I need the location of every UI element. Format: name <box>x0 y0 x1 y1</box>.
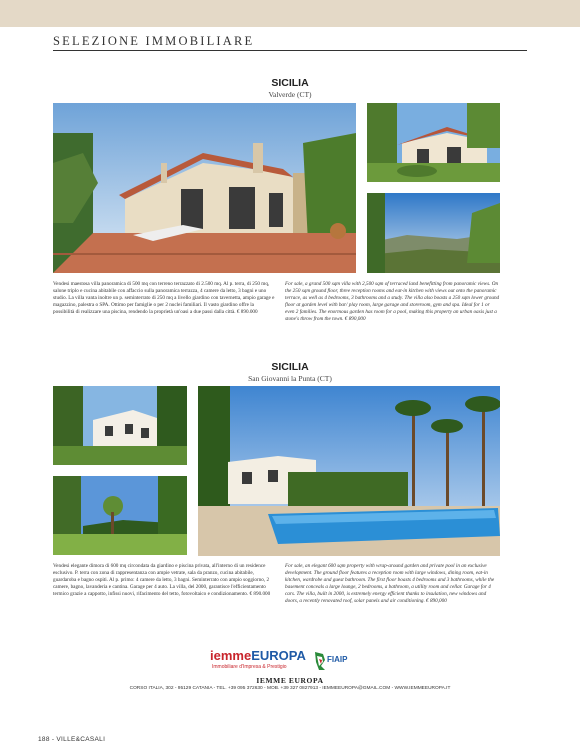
listing1-main-photo <box>53 103 356 273</box>
section-title: SELEZIONE IMMOBILIARE <box>53 34 255 48</box>
listing2-town: San Giovanni la Punta (CT) <box>248 374 332 383</box>
page-footer: 188 - VILLE&CASALI <box>38 736 106 743</box>
listing1-description-en: For sale, a grand 500 sqm villa with 2,500 sqm of terraced land benefitting from panoramic views. On the 250 sqm ground floor, three reception rooms and eat-in kitchen with views out onto the panoramic terrace, as well as 4 bedrooms, 3 bathrooms and a study. The villa also boasts a 250 sqm lower ground floor at garden level with bar/ play room, large garage and storeroom, gym and spa. Ideal for 1 or even 2 families. The enormous garden has room for a pool, making this property an urban oasis just a stone's throw from the town. € 890,000 <box>285 281 500 323</box>
listing2-description-it: Vendesi elegante dimora di 600 mq circondata da giardino e piscina privata, all'interno di un residence esclusivo. P. terra con zona di rappresentanza con ampie vetrate, sala da pranzo, cucina abitabile, guardaroba e bagno ospiti. Al p. primo: 4 camere da letto, 3 bagni. Seminterrato con ampio soggiorno, 2 camere, bagno, lavanderia e cantina. Garage per 4 auto. La villa, del 2000, garantisce l'efficientamento termico grazie a cappotto, infissi nuovi, rifacimento del tetto, fotovoltaico e condizionamento. € 890.000 <box>53 563 271 598</box>
logo-word-iemme: iemme <box>210 648 252 663</box>
fiaip-logo <box>313 650 353 672</box>
listing1-town: Valverde (CT) <box>268 90 312 99</box>
listing2-photo-lawn <box>53 476 187 555</box>
listing1-photo-view <box>367 193 500 273</box>
agency-wordmark <box>210 649 306 663</box>
fiaip-logo-text: FIAIP <box>327 655 348 664</box>
listing2-main-photo <box>198 386 500 556</box>
header-rule <box>53 50 527 51</box>
agency-contact: CORSO ITALIA, 302 - 95129 CATANIA - TEL. +39 095 372630 - MOB. +39 327 0827913 - IEMMEEUROPA@GMAIL.COM - WWW.IEMMEEUROPA.IT <box>129 686 451 691</box>
listing2-description-en: For sale, an elegant 600 sqm property with wrap-around garden and private pool in an exclusive development. The ground floor features a reception room with large windows, dining room, eat-in kitchen, wardrobe and guest bathroom. The first floor boasts 4 bedrooms and 3 bathrooms, while the basement conceals a large lounge, 2 bedrooms, a bathroom, a utility room and cellar. Garage for 4 cars. The villa, built in 2000, is extremely energy efficient thanks to insulation, new windows and doors, a recently renovated roof, solar panels and air conditioning. € 890,000 <box>285 563 495 605</box>
listing1-description-it: Vendesi maestosa villa panoramica di 500 mq con terreno terrazzato di 2.500 mq. Al p. terra, di 250 mq, salone triplo e cucina abitabile con affaccio sulla panoramica terrazza, 4 camere da letto, 3 bagni e uno studio. La villa vanta inoltre un p. seminterrato di 250 mq a livello giardino con tavernetta, ampio garage e magazzino, palestra o SPA. Ottimo per famiglie o per 2 nuclei familiari. Il vasto giardino offre la possibilità di realizzare una piscina, rendendo la proprietà un'oasi a due passi dalla città. € 890.000 <box>53 281 275 316</box>
listing2-photo-house <box>53 386 187 465</box>
listing1-photo-garden <box>367 103 500 182</box>
agency-logo <box>210 649 390 673</box>
top-color-band <box>0 0 580 27</box>
agency-name: IEMME EUROPA <box>256 676 324 685</box>
listing1-region: SICILIA <box>271 77 309 89</box>
logo-word-europa: EUROPA <box>251 648 306 663</box>
logo-tagline: Immobiliare d'Impresa & Prestigio <box>212 664 287 670</box>
listing2-region: SICILIA <box>271 361 309 373</box>
